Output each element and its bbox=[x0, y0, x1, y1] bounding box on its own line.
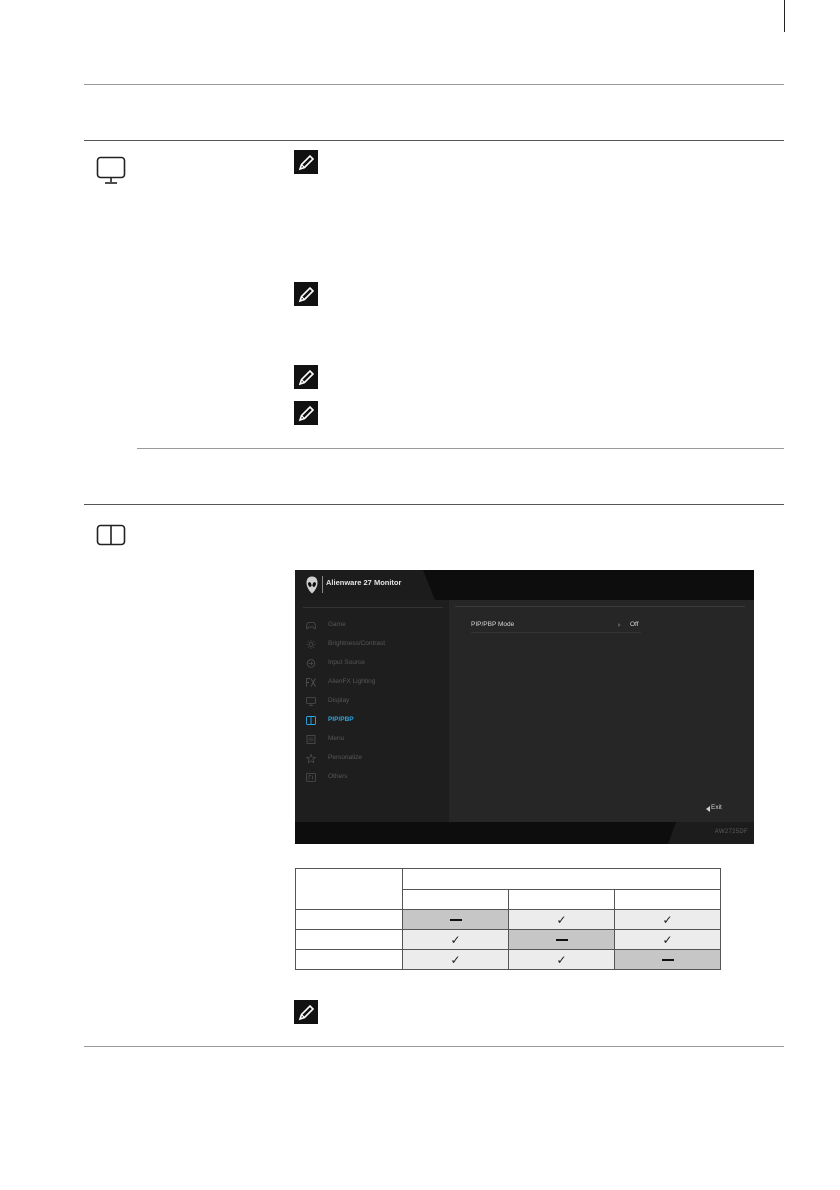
osd-menu-screenshot bbox=[295, 570, 754, 844]
table-cell-dash bbox=[509, 930, 615, 950]
setting-divider bbox=[471, 632, 641, 633]
star-icon bbox=[306, 754, 316, 763]
table-row-header bbox=[296, 910, 403, 930]
setting-arrow-icon bbox=[618, 623, 621, 627]
divider bbox=[84, 504, 784, 505]
table-cell-check: ✓ bbox=[403, 950, 509, 970]
split-screen-icon bbox=[96, 524, 126, 546]
osd-title: Alienware 27 Monitor bbox=[326, 578, 402, 587]
table-row-header bbox=[296, 950, 403, 970]
table-column-header bbox=[403, 889, 509, 910]
dash-icon bbox=[556, 939, 568, 941]
menu-item-display[interactable] bbox=[295, 694, 449, 710]
osd-menu-sidebar bbox=[295, 600, 449, 822]
menu-item-label: Display bbox=[328, 697, 350, 704]
menu-item-label: Menu bbox=[328, 735, 345, 742]
osd-divider bbox=[455, 606, 745, 607]
menu-item-brightness-contrast[interactable] bbox=[295, 637, 449, 653]
table-row-header bbox=[296, 930, 403, 950]
table-row bbox=[296, 950, 721, 970]
input-source-icon bbox=[306, 659, 316, 668]
note-pencil-icon bbox=[294, 282, 318, 306]
table-cell-check: ✓ bbox=[615, 930, 721, 950]
menu-item-label: Input Source bbox=[328, 659, 365, 666]
menu-item-label: Game bbox=[328, 621, 346, 628]
osd-footer bbox=[295, 822, 754, 844]
dash-icon bbox=[662, 959, 674, 961]
setting-label: PIP/PBP Mode bbox=[471, 621, 515, 628]
compatibility-table bbox=[295, 868, 721, 970]
display-icon bbox=[306, 697, 316, 706]
menu-item-label: PIP/PBP bbox=[328, 716, 354, 723]
brightness-icon bbox=[306, 640, 316, 649]
monitor-icon bbox=[96, 156, 126, 186]
menu-item-label: Brightness/Contrast bbox=[328, 640, 386, 647]
divider bbox=[84, 140, 784, 141]
menu-item-label: Personalize bbox=[328, 754, 362, 761]
menu-item-label: AlienFX Lighting bbox=[328, 678, 376, 685]
note-pencil-icon bbox=[294, 1000, 318, 1024]
divider bbox=[84, 1046, 784, 1047]
divider bbox=[137, 448, 784, 449]
dash-icon bbox=[450, 919, 462, 921]
table-group-header bbox=[403, 869, 721, 890]
menu-item-label: Others bbox=[328, 773, 348, 780]
table-row bbox=[296, 930, 721, 950]
setting-value[interactable]: Off bbox=[630, 621, 639, 628]
note-pencil-icon bbox=[294, 365, 318, 389]
table-cell-check: ✓ bbox=[403, 930, 509, 950]
alienfx-icon bbox=[306, 678, 316, 687]
osd-title-separator bbox=[322, 576, 323, 593]
menu-item-alienfx-lighting[interactable] bbox=[295, 675, 449, 691]
gamepad-icon bbox=[306, 621, 316, 630]
table-cell-check: ✓ bbox=[615, 910, 721, 930]
menu-item-game[interactable] bbox=[295, 618, 449, 634]
table-corner-cell bbox=[296, 869, 403, 910]
divider bbox=[84, 84, 784, 85]
menu-item-personalize[interactable] bbox=[295, 751, 449, 767]
table-cell-dash bbox=[403, 910, 509, 930]
pip-pbp-icon bbox=[306, 716, 316, 725]
menu-item-menu[interactable] bbox=[295, 732, 449, 748]
table-cell-check: ✓ bbox=[509, 950, 615, 970]
menu-item-others[interactable] bbox=[295, 770, 449, 786]
others-icon bbox=[306, 773, 316, 782]
exit-arrow-icon bbox=[706, 806, 710, 812]
table-column-header bbox=[509, 889, 615, 910]
note-pencil-icon bbox=[294, 150, 318, 174]
osd-divider bbox=[303, 607, 443, 608]
table-column-header bbox=[615, 889, 721, 910]
exit-button[interactable]: Exit bbox=[711, 804, 722, 811]
table-cell-dash bbox=[615, 950, 721, 970]
table-cell-check: ✓ bbox=[509, 910, 615, 930]
menu-item-input-source[interactable] bbox=[295, 656, 449, 672]
model-label: AW2725DF bbox=[714, 829, 748, 835]
note-pencil-icon bbox=[294, 401, 318, 425]
table-row bbox=[296, 910, 721, 930]
page-edge-mark bbox=[784, 0, 785, 32]
alien-head-icon bbox=[306, 576, 318, 594]
menu-item-pip-pbp[interactable] bbox=[295, 713, 449, 729]
menu-icon bbox=[306, 735, 316, 744]
